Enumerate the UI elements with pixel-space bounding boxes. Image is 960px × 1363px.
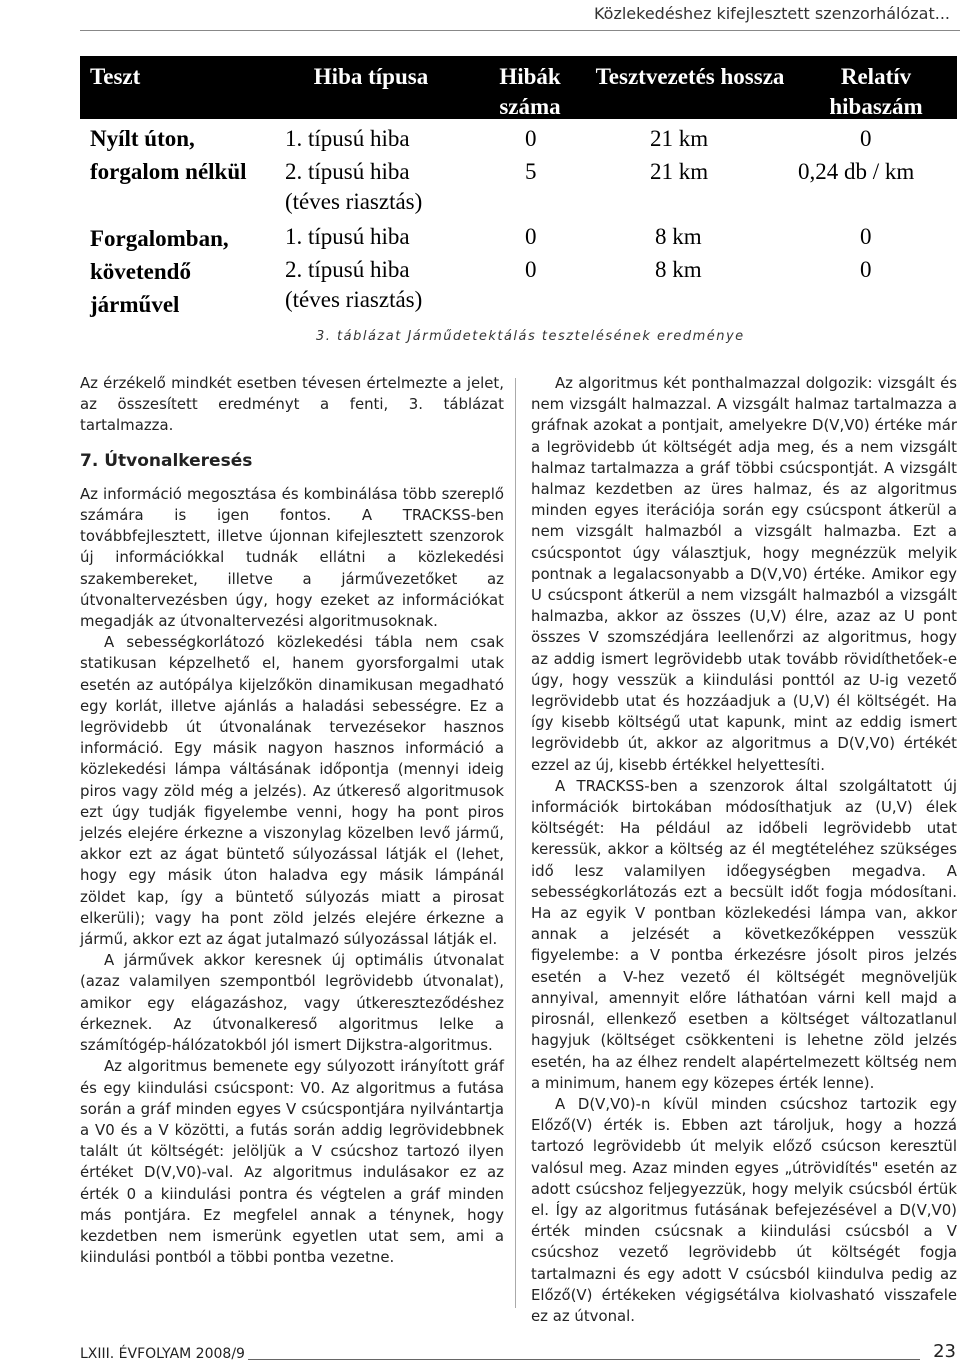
table-header-length: Tesztvezetés hossza bbox=[595, 64, 785, 89]
results-table bbox=[80, 56, 957, 319]
table-group-label: Forgalomban, követendő járművel bbox=[90, 226, 229, 317]
table-header-relative: Relatív hibaszám bbox=[829, 64, 923, 119]
table-cell-count: 0 bbox=[525, 257, 537, 282]
table-group-label: Nyílt úton, forgalom nélkül bbox=[90, 126, 247, 184]
table-cell-type: 2. típusú hiba (téves riasztás) bbox=[285, 257, 423, 312]
table-cell-relative: 0,24 db / km bbox=[798, 159, 915, 184]
footer-rule bbox=[248, 1359, 920, 1360]
header-rule bbox=[80, 30, 960, 31]
table-cell-type: 1. típusú hiba bbox=[285, 126, 410, 151]
table-cell-length: 8 km bbox=[655, 257, 702, 282]
paragraph: A TRACKSS-ben a szenzorok által szolgáltatott új információk birtokában módosíthatjuk az (U,V) élek költségét: Ha például az időbeli legrövidebb utat keressük, akkor a költség az él megtételéhez szükséges idő lesz valamilyen időegységben megadva. A sebességkorlátozás ezt a becsült időt fogja módosítani. Ha az egyik V pontban közlekedési lámpa van, akkor annak a jelzését a következőképpen vesszük figyelembe: a V pontba érkezésre jósolt piros jelzés esetén a V-hez vezető él költségét megnöveljük annyival, amennyit előre láthatóan várni kell majd a pirosnál, ellenkező esetben a költséget változatlanul hagyjuk (költséget csökkenteni is lehetne zöld jelzés esetén, ha az élhez rendelt alapértelmezett költség nem a minimum, hanem egy közepes érték lenne). bbox=[531, 776, 957, 1092]
table-cell-relative: 0 bbox=[860, 126, 872, 151]
table-caption: 3. táblázat Járműdetektálás tesztelésének eredménye bbox=[316, 329, 745, 344]
paragraph: Az algoritmus két ponthalmazzal dolgozik: vizsgált és nem vizsgált halmazzal. A vizsgált halmaz tartalmazza a gráfnak azokat a pontjait, amelyekre D(V,V0) értéke már a legrövidebb út költségét adja meg, és a nem vizsgált halmaz tartalmazza a gráf többi csúcspontját. A vizsgált halmaz kezdetben az üres halmaz, és az algoritmus minden egyes iterációja során egy csúcspont átkerül a nem vizsgált halmazból a vizsgált halmazba. Ezt a csúcspontot úgy választjuk, hogy megnézzük melyik pontnak a legalacsonyabb a D(V,V0) értéke. Amikor egy U csúcspont átkerül a nem vizsgált halmazból a vizsgált halmazba, akkor az összes (U,V) élre, azaz az U pont összes V szomszédjára leellenőrzi az algoritmus, hogy az addig ismert legrövidebb utak tovább rövidíthetőek-e úgy, hogy vesszük a kiindulási ponttól az U-ig vezető legrövidebb utat és hozzáadjuk a (U,V) él költségét. Ha így kisebb költségű utat kapunk, mint az eddig ismert legrövidebb út, akkor az algoritmus a D(V,V0) értékét ezzel az új, kisebb értékkel helyettesíti. bbox=[531, 374, 957, 774]
table-cell-length: 8 km bbox=[655, 224, 702, 249]
paragraph: A járművek akkor keresnek új optimális útvonalat (azaz valamilyen szempontból legrövidebb útvonalat), amikor egy elágazáshoz, vagy útkereszteződéshez érkeznek. Az útvonalkereső algoritmus lelke a számítógép-hálózatokból jól ismert Dijkstra-algoritmus. bbox=[80, 951, 504, 1055]
right-column bbox=[531, 373, 957, 1327]
table-cell-count: 5 bbox=[525, 159, 537, 184]
paragraph: Az érzékelő mindkét esetben tévesen értelmezte a jelet, az összesített eredményt a fenti, 3. táblázat tartalmazza. bbox=[80, 374, 504, 435]
table-cell-type: 1. típusú hiba bbox=[285, 224, 410, 249]
paragraph: A D(V,V0)-n kívül minden csúcshoz tartozik egy Előző(V) érték is. Ebben azt tároljuk, hogy a hozzá tartozó legrövidebb út melyik előző csúcson keresztül valósul meg. Azaz minden egyes „útrövidítés" esetén az adott csúcshoz feljegyezzük, hogy melyik csúcsból értük el. Így az algoritmus futásának befejezésével a D(V,V0) érték minden csúcsnak a kiindulási csúcsból a V csúcshoz vezető legrövidebb út költségét fogja tartalmazni és egy adott V csúcsból kiindulva pedig az Előző(V) értékeken végigsétálva kiolvasható visszafele ez az útvonal. bbox=[531, 1094, 957, 1325]
footer-issue: LXIII. ÉVFOLYAM 2008/9 bbox=[80, 1346, 245, 1362]
left-column bbox=[80, 373, 504, 1268]
running-title: Közlekedéshez kifejlesztett szenzorhálózat... bbox=[593, 4, 950, 23]
table-cell-length: 21 km bbox=[650, 159, 709, 184]
table-cell-type: 2. típusú hiba (téves riasztás) bbox=[285, 159, 423, 214]
table-cell-relative: 0 bbox=[860, 257, 872, 282]
paragraph: Az információ megosztása és kombinálása több szereplő számára is igen fontos. A TRACKSS-ben továbbfejlesztett, illetve újonnan kifejlesztett szenzorok új információkkal tudnák ellátni a közlekedési szakembereket, illetve a járművezetőket az útvonaltervezésben úgy, hogy ezeket az információkat megadják az útvonaltervezési algoritmusoknak. bbox=[80, 484, 504, 631]
paragraph: Az algoritmus bemenete egy súlyozott irányított gráf és egy kiindulási csúcspont: V0. Az algoritmus a futása során a gráf minden egyes V csúcspontjára nyilvántartja a V0 és a V közötti, a futás során addig legrövidebbnek talált út költségét: jelöljük a V csúcshoz tartozó ilyen értéket D(V,V0)-val. Az algoritmus indulásakor ez az érték 0 a kiindulási pontra és végtelen a gráf minden más pontjára. Ez megfelel annak a ténynek, hogy kezdetben nem ismerünk egyetlen utat sem, ami a kiindulási pontból a többi pontba vezetne. bbox=[80, 1057, 504, 1267]
table-cell-count: 0 bbox=[525, 126, 537, 151]
table-header-test: Teszt bbox=[90, 64, 141, 89]
table-header-type: Hiba típusa bbox=[313, 64, 429, 89]
paragraph: A sebességkorlátozó közlekedési tábla nem csak statikusan képzelhető el, hanem gyorsforgalmi utak esetén az autópálya kijelzőkön dinamikusan megadható egy korlát, illetve ajánlás a haladási sebességre. Ez a legrövidebb út útvonalának tervezésekor hasznos információ. Egy másik nagyon hasznos információ a közlekedési lámpa váltásának időpontja (mennyi ideig piros vagy zöld még a jelzés). Az útkereső algoritmusok ezt úgy tudják figyelembe venni, hogy ha pont piros jelzés elejére érkezne a viszonylag közelben levő jármű, akkor ezt az ágat büntető súlyozással látják el (lehet, hogy egy másik úton haladva egy másik lámpánál zöldet kap, így a büntető súlyozás miatt a pirosat elkerüli); vagy ha pont zöld jelzés elejére érkezne a jármű, akkor ezt az ágat jutalmazó súlyozással látják el. bbox=[80, 633, 504, 949]
page-number: 23 bbox=[933, 1341, 956, 1362]
section-heading: 7. Útvonalkeresés bbox=[80, 450, 253, 471]
table-cell-count: 0 bbox=[525, 224, 537, 249]
table-cell-relative: 0 bbox=[860, 224, 872, 249]
column-divider bbox=[515, 378, 516, 1308]
table-header-count: Hibák száma bbox=[499, 64, 561, 119]
table-cell-length: 21 km bbox=[650, 126, 709, 151]
